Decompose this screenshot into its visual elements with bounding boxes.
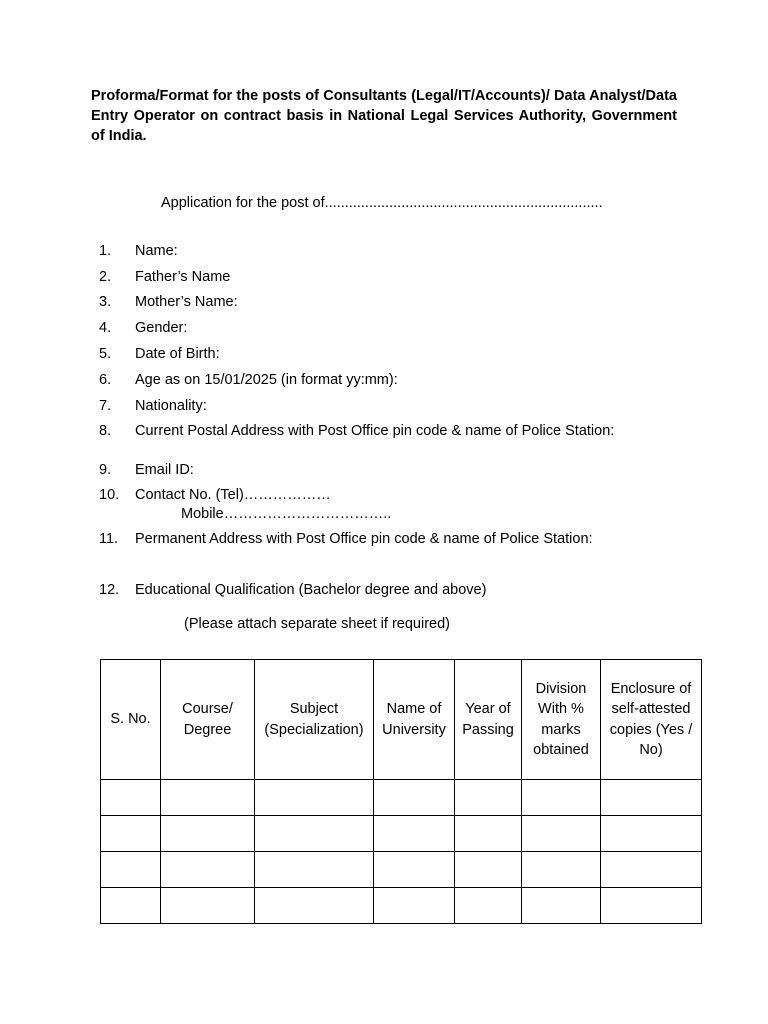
item-label: Age as on 15/01/2025 (in format yy:mm): [135, 372, 398, 388]
table-cell[interactable] [374, 780, 455, 816]
header-division-marks: Division With % marks obtained [522, 660, 601, 780]
attach-sheet-note: (Please attach separate sheet if required) [184, 616, 450, 632]
table-cell[interactable] [601, 852, 702, 888]
table-cell[interactable] [161, 780, 255, 816]
item-label: Father’s Name [135, 269, 231, 285]
header-year-of-passing: Year of Passing [455, 660, 522, 780]
item-number: 2. [99, 269, 112, 285]
table-cell[interactable] [101, 780, 161, 816]
table-cell[interactable] [374, 852, 455, 888]
table-row [101, 816, 702, 852]
table-row [101, 780, 702, 816]
header-subject: Subject (Specialization) [255, 660, 374, 780]
item-number: 9. [99, 462, 112, 478]
item-label: Permanent Address with Post Office pin code & name of Police Station: [135, 531, 593, 547]
table-cell[interactable] [101, 852, 161, 888]
table-cell[interactable] [255, 816, 374, 852]
table-cell[interactable] [455, 780, 522, 816]
table-cell[interactable] [161, 888, 255, 924]
document-title: Proforma/Format for the posts of Consultants (Legal/IT/Accounts)/ Data Analyst/Data Entry Operator on contract basis in National Legal Services Authority, Government of India. [91, 88, 677, 144]
table-cell[interactable] [161, 816, 255, 852]
table-row [101, 888, 702, 924]
item-label: Name: [135, 243, 178, 259]
item-label: Mother’s Name: [135, 294, 238, 310]
application-post-line: Application for the post of..................................................................... [161, 195, 603, 211]
table-cell[interactable] [255, 780, 374, 816]
table-row [101, 852, 702, 888]
item-number: 12. [99, 582, 120, 598]
item-number: 4. [99, 320, 112, 336]
table-cell[interactable] [161, 852, 255, 888]
header-serial-number: S. No. [101, 660, 161, 780]
table-cell[interactable] [455, 852, 522, 888]
item-label: Email ID: [135, 462, 194, 478]
item-label: Contact No. (Tel)……………… [135, 487, 331, 503]
item-label: Date of Birth: [135, 346, 220, 362]
table-cell[interactable] [255, 888, 374, 924]
header-university: Name of University [374, 660, 455, 780]
table-cell[interactable] [522, 888, 601, 924]
table-cell[interactable] [101, 816, 161, 852]
item-number: 10. [99, 487, 120, 503]
table-cell[interactable] [101, 888, 161, 924]
item-number: 5. [99, 346, 112, 362]
table-cell[interactable] [522, 780, 601, 816]
item-number: 3. [99, 294, 112, 310]
table-cell[interactable] [455, 888, 522, 924]
table-cell[interactable] [601, 780, 702, 816]
table-header-row [101, 660, 702, 780]
header-enclosure: Enclosure of self-attested copies (Yes / No) [601, 660, 702, 780]
item-number: 11. [99, 531, 119, 547]
item-number: 6. [99, 372, 112, 388]
item-label: Current Postal Address with Post Office pin code & name of Police Station: [135, 423, 615, 439]
table-cell[interactable] [522, 852, 601, 888]
item-label: Nationality: [135, 398, 207, 414]
item-label: Educational Qualification (Bachelor degree and above) [135, 582, 487, 598]
item-number: 1. [99, 243, 112, 259]
table-cell[interactable] [374, 888, 455, 924]
mobile-line: Mobile…………………………….. [181, 506, 392, 522]
table-cell[interactable] [374, 816, 455, 852]
qualification-table [100, 659, 702, 924]
table-cell[interactable] [601, 888, 702, 924]
item-number: 7. [99, 398, 112, 414]
table-cell[interactable] [255, 852, 374, 888]
item-number: 8. [99, 423, 112, 439]
table-cell[interactable] [455, 816, 522, 852]
item-label: Gender: [135, 320, 188, 336]
table-cell[interactable] [522, 816, 601, 852]
table-cell[interactable] [601, 816, 702, 852]
header-course-degree: Course/ Degree [161, 660, 255, 780]
